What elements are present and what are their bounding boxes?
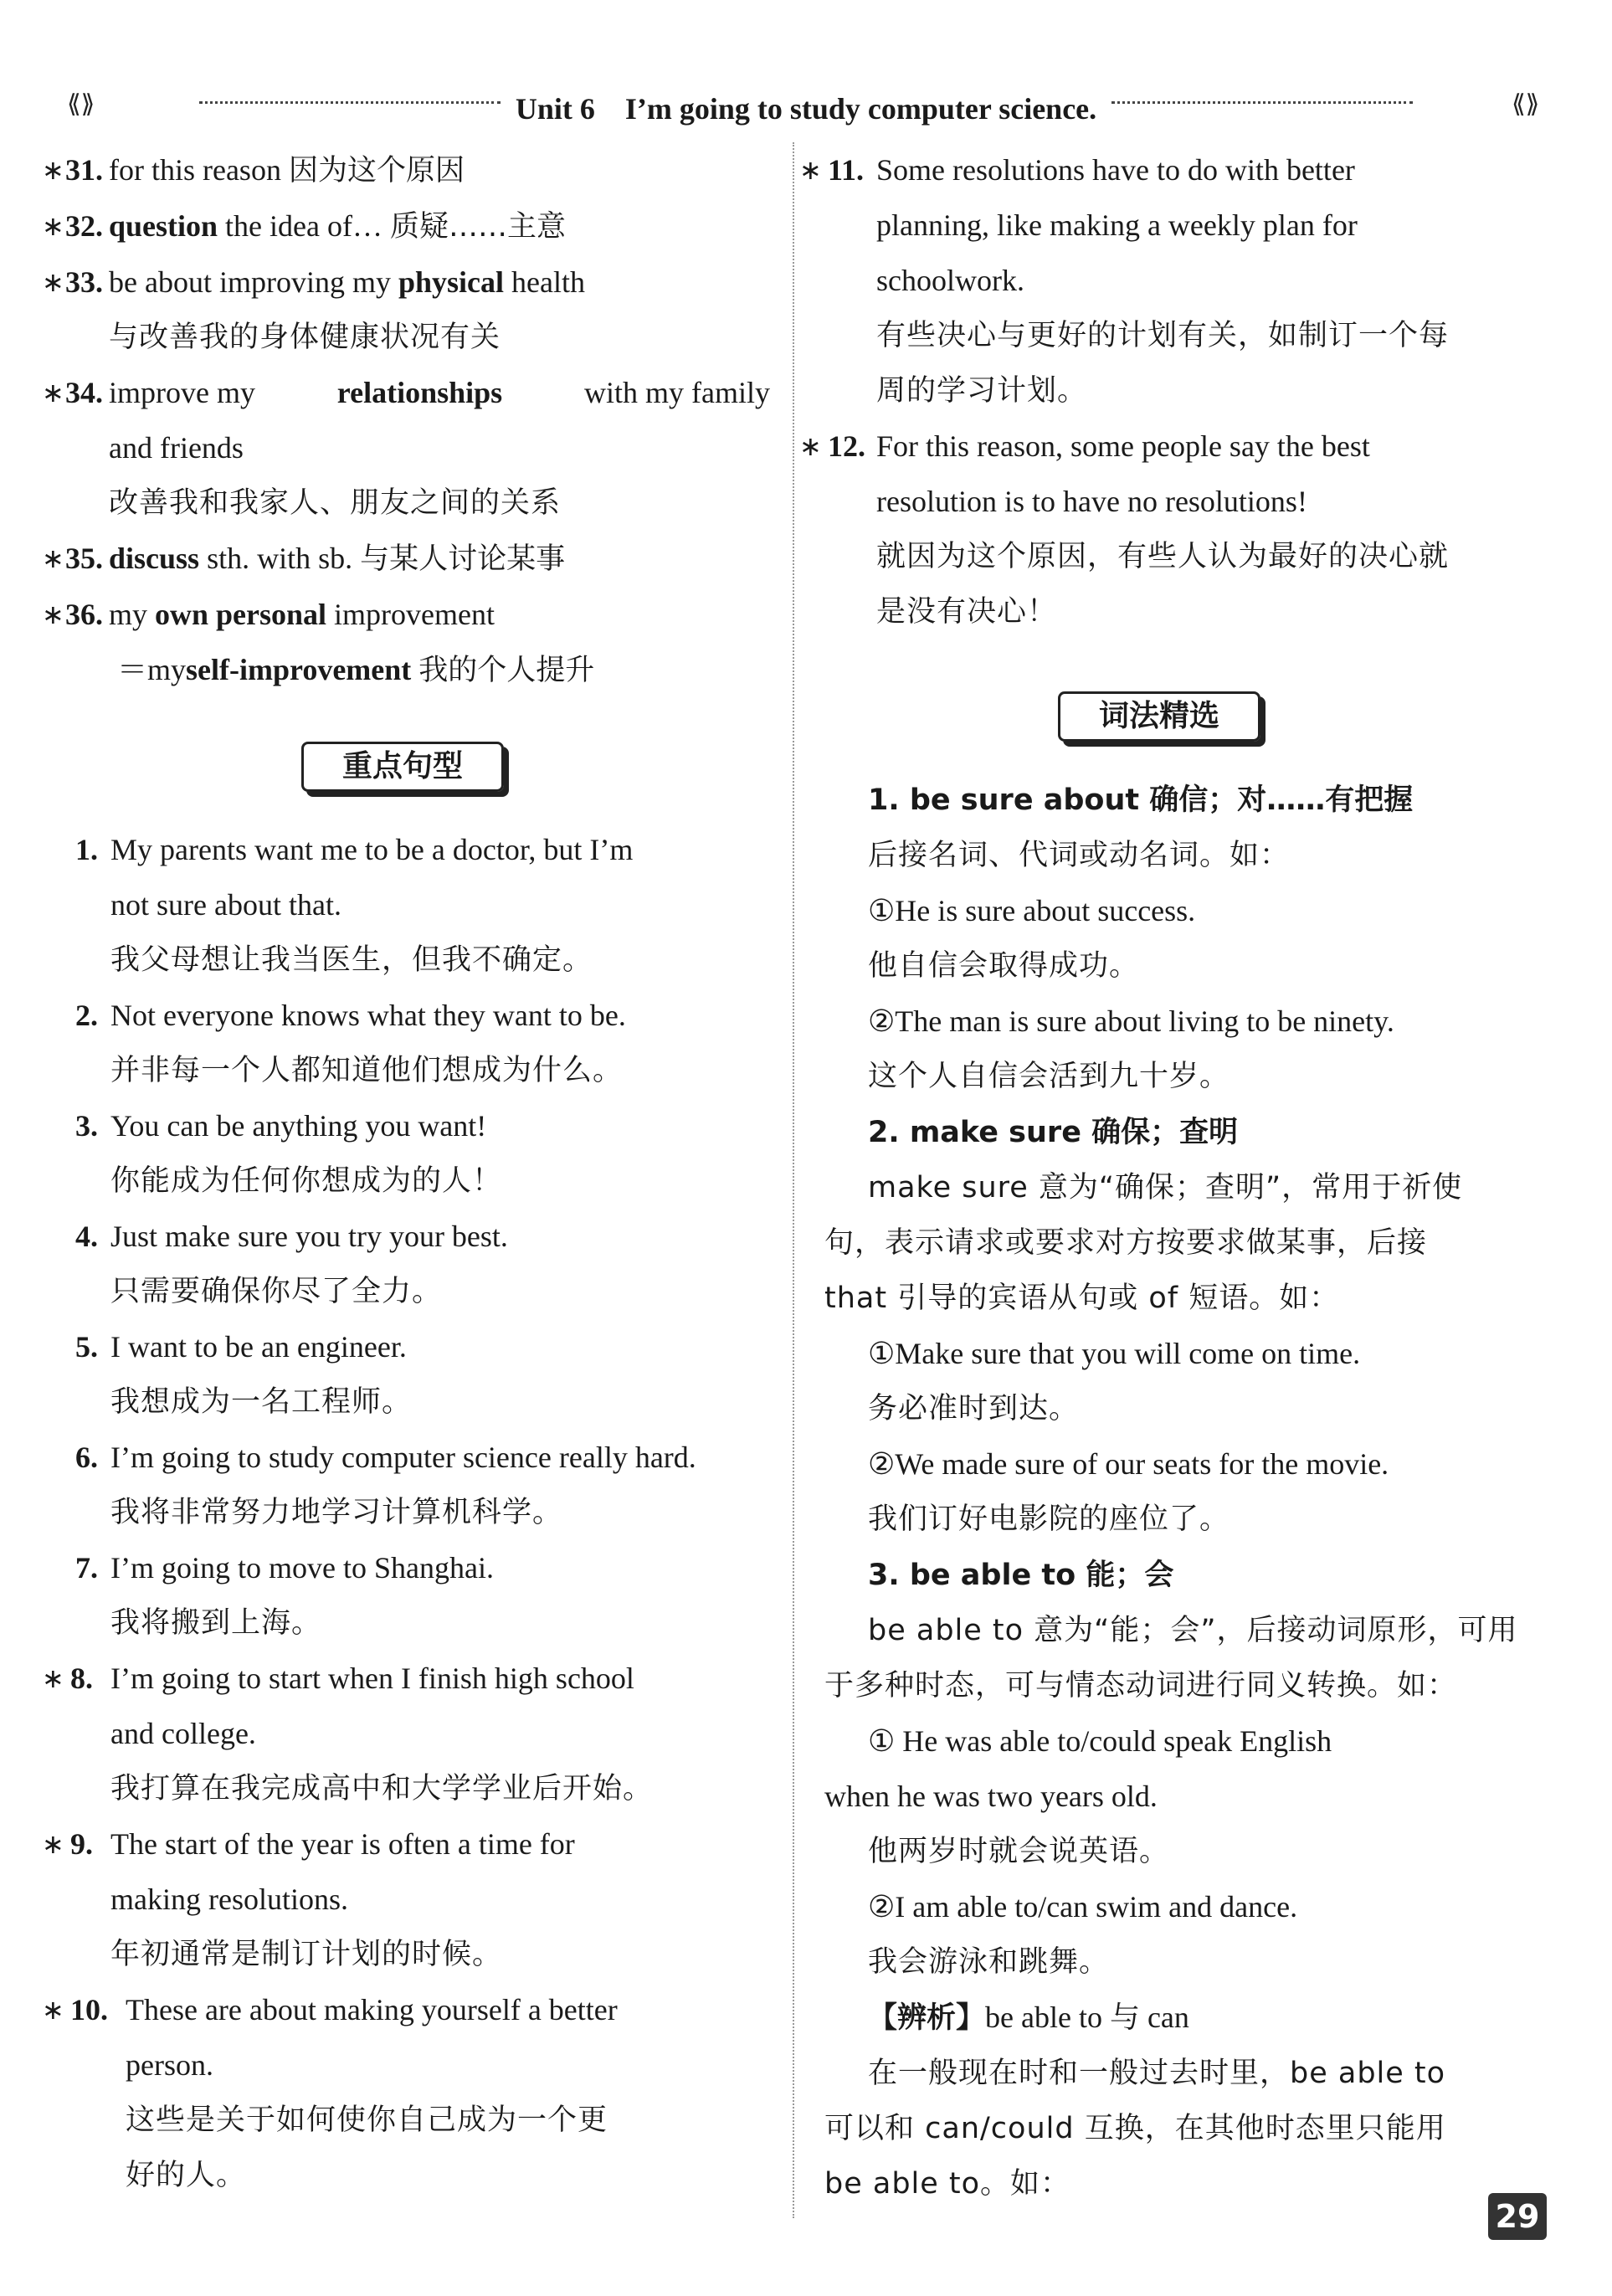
double-chevron-icon: ⟪⟫ [67,90,95,119]
grammar-text: that 引导的宾语从句或 of 短语。如： [824,1282,1340,1315]
star-icon: ∗ [42,154,64,186]
header-dotted-rule [1111,101,1413,104]
section-heading-wrap [799,688,1519,743]
unit-title [516,91,1096,126]
grammar-point-title: 1. be sure about 确信；对……有把握 [868,783,1414,817]
phrase-item: ∗ 33. be about improving my physical health 与改善我的身体健康状况有关 [42,254,770,365]
section-heading: 词法精选 [1058,691,1260,742]
unit-label: Unit 6 [515,92,595,126]
star-icon: ∗ [42,542,64,574]
grammar-text: be able to 意为“能；会”，后接动词原形，可用 [868,1614,1518,1647]
grammar-text: 句，表示请求或要求对方按要求做某事，后接 [824,1226,1428,1260]
example-sentence: ① He was able to/could speak English [868,1724,1332,1758]
sentence-item: ∗ 12. For this reason, some people say the best resolution is to have no resolutions! 就因为这个原因，有些人认为最好的决心就 是没有决心！ [799,419,1519,639]
sentence-item: 2. Not everyone knows what they want to be. 并非每一个人都知道他们想成为什么。 [75,999,626,1087]
sentence-item: 7. I’m going to move to Shanghai. 我将搬到上海。 [75,1551,494,1640]
example-sentence: ①Make sure that you will come on time. [868,1337,1361,1370]
star-icon: ∗ [42,1994,64,2026]
grammar-text: make sure 意为“确保；查明”，常用于祈使 [868,1171,1463,1205]
star-icon: ∗ [42,598,64,630]
double-chevron-icon: ⟪⟫ [1512,90,1540,119]
example-translation: 务必准时到达。 [868,1392,1080,1425]
example-sentence: ①He is sure about success. [868,894,1196,927]
star-icon: ∗ [42,377,64,408]
sentence-item: ∗ 10. These are about making yourself a better person. 这些是关于如何使你自己成为一个更 好的人。 [42,1982,770,2203]
example-translation: 我会游泳和跳舞。 [868,1945,1110,1979]
header-dotted-rule [199,101,501,104]
grammar-point-title: 3. be able to 能；会 [868,1559,1174,1592]
example-translation: 他自信会取得成功。 [868,949,1140,983]
grammar-text: be able to。如： [824,2167,1071,2201]
example-translation: 这个人自信会活到九十岁。 [868,1060,1230,1093]
example-translation: 我们订好电影院的座位了。 [868,1502,1230,1536]
phrase-item: ∗ 32. question the idea of… 质疑……主意 [42,198,770,254]
section-heading-wrap [42,738,770,794]
sentence-item: 5. I want to be an engineer. 我想成为一名工程师。 [75,1330,413,1419]
phrase-item: ∗ 34. improve my relationships with my family and friends 改善我和我家人、朋友之间的关系 [42,365,770,531]
star-icon: ∗ [799,154,822,186]
sentence-item: ∗ 9. The start of the year is often a time for making resolutions. 年初通常是制订计划的时候。 [42,1816,770,1982]
sentence-item: 3. You can be anything you want! 你能成为任何你想成为的人！ [75,1109,503,1198]
grammar-text: 于多种时态，可与情态动词进行同义转换。如： [824,1669,1458,1703]
left-column [42,142,770,2203]
grammar-text: 在一般现在时和一般过去时里，be able to [868,2057,1446,2090]
star-icon: ∗ [42,266,64,298]
example-translation: 他两岁时就会说英语。 [868,1835,1170,1868]
star-icon: ∗ [799,430,822,462]
phrase-item: ∗ 35. discuss sth. with sb. 与某人讨论某事 [42,531,770,587]
star-icon: ∗ [42,210,64,242]
page-number: 29 [1488,2193,1547,2240]
phrase-item: ∗ 36. my own personal improvement ＝myself-improvement 我的个人提升 [42,587,770,698]
sentence-item: ∗ 11. Some resolutions have to do with better planning, like making a weekly plan for schoolwork. 有些决心与更好的计划有关，如制订一个每 周的学习计划。 [799,142,1519,419]
sentence-item: ∗ 8. I’m going to start when I finish high school and college. 我打算在我完成高中和大学学业后开始。 [42,1651,770,1816]
page-header [67,84,1545,134]
analysis-note: 【辨析】be able to 与 can [868,2001,1189,2035]
sentence-item: 6. I’m going to study computer science really hard. 我将非常努力地学习计算机科学。 [75,1441,696,1529]
column-divider [793,142,794,2218]
example-sentence: ②We made sure of our seats for the movie. [868,1447,1389,1481]
example-sentence: when he was two years old. [824,1780,1158,1813]
grammar-point-title: 2. make sure 确保；查明 [868,1116,1239,1149]
unit-heading: I’m going to study computer science. [624,92,1097,126]
grammar-text: 可以和 can/could 互换，在其他时态里只能用 [824,2112,1446,2145]
sentence-item: 1. My parents want me to be a doctor, but I’m not sure about that. 我父母想让我当医生，但我不确定。 [75,833,634,977]
star-icon: ∗ [42,1828,64,1860]
star-icon: ∗ [42,1662,64,1694]
phrase-item: ∗ 31. for this reason 因为这个原因 [42,142,770,198]
sentence-item: 4. Just make sure you try your best. 只需要确保你尽了全力。 [75,1220,508,1308]
grammar-text: 后接名词、代词或动名词。如： [868,839,1291,872]
example-sentence: ②The man is sure about living to be ninety. [868,1004,1394,1038]
section-heading: 重点句型 [301,742,504,792]
example-sentence: ②I am able to/can swim and dance. [868,1890,1298,1924]
right-column [799,142,1519,2211]
